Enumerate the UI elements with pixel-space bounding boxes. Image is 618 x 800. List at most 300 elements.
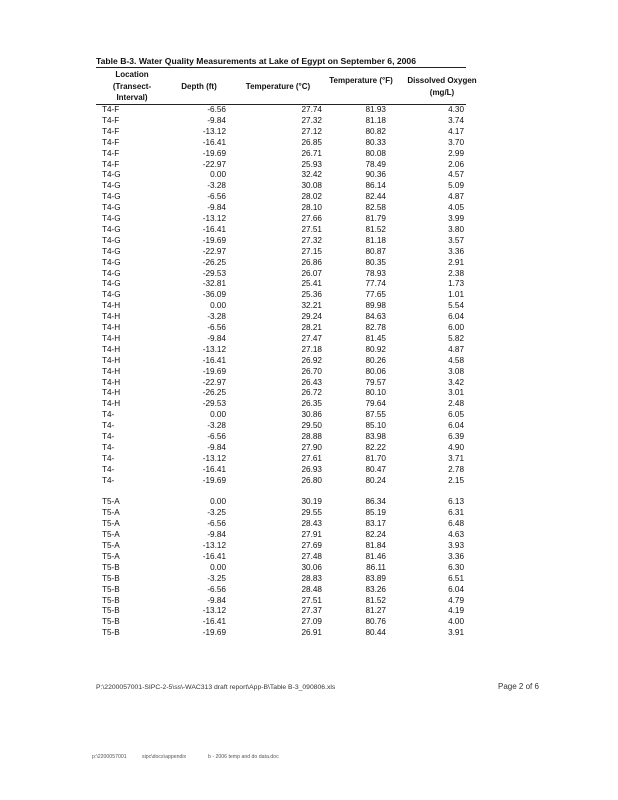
cell-depth: -6.56 xyxy=(207,584,226,594)
cell-temp-c: 27.32 xyxy=(301,115,322,125)
cell-temp-c: 28.21 xyxy=(301,323,322,332)
cell-dissolved-oxygen: 3.01 xyxy=(448,388,464,398)
cell-depth: -19.69 xyxy=(202,235,226,245)
cell-temp-f: 81.18 xyxy=(365,115,386,125)
cell-dissolved-oxygen: 3.08 xyxy=(448,366,464,376)
table-row xyxy=(0,530,618,540)
cell-temp-c: 28.02 xyxy=(301,192,322,202)
table-row xyxy=(0,269,618,279)
cell-temp-f: 85.10 xyxy=(365,421,386,431)
cell-location: T4-H xyxy=(102,323,121,332)
cell-location: T4-G xyxy=(102,214,121,223)
cell-dissolved-oxygen: 4.00 xyxy=(448,617,464,627)
cell-location: T4-G xyxy=(102,279,121,289)
cell-depth: -26.25 xyxy=(202,257,226,267)
table-row xyxy=(0,279,618,289)
cell-temp-f: 87.55 xyxy=(365,410,386,420)
cell-temp-c: 30.86 xyxy=(301,410,322,420)
cell-temp-c: 26.70 xyxy=(301,366,322,376)
table-row xyxy=(0,312,618,322)
cell-dissolved-oxygen: 4.87 xyxy=(448,344,464,354)
cell-dissolved-oxygen: 4.05 xyxy=(448,203,464,213)
cell-temp-c: 26.91 xyxy=(301,628,322,638)
table-row xyxy=(0,508,618,518)
cell-temp-c: 26.43 xyxy=(301,377,322,387)
cell-dissolved-oxygen: 5.82 xyxy=(448,333,464,343)
cell-temp-f: 80.10 xyxy=(365,388,386,398)
header-depth: Depth (ft) xyxy=(181,82,217,91)
cell-dissolved-oxygen: 3.57 xyxy=(448,235,464,245)
cell-temp-f: 80.82 xyxy=(365,126,386,136)
cell-dissolved-oxygen: 3.74 xyxy=(448,115,464,125)
cell-dissolved-oxygen: 6.04 xyxy=(448,312,464,322)
cell-location: T4-F xyxy=(102,148,120,158)
table-row xyxy=(0,541,618,551)
cell-temp-c: 28.10 xyxy=(301,203,322,213)
cell-temp-f: 80.44 xyxy=(365,628,386,638)
header-location xyxy=(104,69,160,104)
cell-depth: -13.12 xyxy=(202,453,226,463)
cell-depth: -22.97 xyxy=(202,246,226,256)
cell-temp-f: 82.58 xyxy=(365,203,386,213)
cell-location: T4-G xyxy=(102,268,121,278)
table-row xyxy=(0,334,618,344)
cell-location: T4-H xyxy=(102,388,121,398)
table-row xyxy=(0,465,618,475)
cell-depth: -19.69 xyxy=(202,628,226,638)
cell-temp-f: 86.11 xyxy=(366,562,386,572)
cell-location: T4-F xyxy=(102,126,120,136)
cell-temp-c: 32.42 xyxy=(301,170,322,180)
cell-location: T4-G xyxy=(102,246,121,256)
cell-temp-f: 80.35 xyxy=(365,257,386,267)
cell-dissolved-oxygen: 6.04 xyxy=(448,584,464,594)
cell-dissolved-oxygen: 5.09 xyxy=(448,181,464,191)
cell-temp-c: 25.41 xyxy=(301,279,322,289)
cell-location: T4-G xyxy=(102,235,121,245)
cell-depth: -3.25 xyxy=(207,508,226,518)
cell-dissolved-oxygen: 4.87 xyxy=(448,192,464,202)
cell-temp-f: 78.49 xyxy=(365,159,386,169)
cell-temp-c: 27.48 xyxy=(301,551,322,561)
cell-depth: -6.56 xyxy=(207,432,226,441)
cell-depth: -9.84 xyxy=(207,115,226,125)
cell-depth: -29.53 xyxy=(202,399,226,409)
cell-temp-f: 81.84 xyxy=(365,541,386,550)
table-row xyxy=(0,116,618,126)
cell-temp-f: 80.06 xyxy=(365,366,386,376)
cell-temp-c: 27.61 xyxy=(301,453,322,463)
table-row xyxy=(0,476,618,486)
cell-dissolved-oxygen: 2.91 xyxy=(448,257,464,267)
cell-depth: -22.97 xyxy=(202,377,226,387)
cell-location: T4-G xyxy=(102,181,121,191)
cell-temp-c: 32.21 xyxy=(301,301,322,311)
table-row xyxy=(0,519,618,529)
cell-depth: 0.00 xyxy=(210,497,226,507)
cell-dissolved-oxygen: 4.58 xyxy=(448,355,464,365)
cell-location: T5-B xyxy=(102,628,120,638)
cell-temp-f: 77.65 xyxy=(365,290,386,300)
cell-location: T4- xyxy=(102,475,115,485)
cell-temp-f: 81.93 xyxy=(365,105,386,114)
cell-location: T5-B xyxy=(102,584,120,594)
table-row xyxy=(0,203,618,213)
cell-temp-c: 26.35 xyxy=(301,399,322,409)
cell-dissolved-oxygen: 1.01 xyxy=(448,290,464,300)
cell-dissolved-oxygen: 3.99 xyxy=(448,214,464,223)
table-row xyxy=(0,432,618,442)
cell-depth: -3.28 xyxy=(207,312,226,322)
table-row xyxy=(0,181,618,191)
table-row xyxy=(0,399,618,409)
cell-depth: -3.28 xyxy=(207,181,226,191)
footer-page-number: Page 2 of 6 xyxy=(498,682,539,691)
cell-depth: -13.12 xyxy=(202,214,226,223)
title-rule xyxy=(96,67,466,68)
cell-depth: -26.25 xyxy=(202,388,226,398)
cell-temp-c: 25.36 xyxy=(301,290,322,300)
cell-dissolved-oxygen: 4.30 xyxy=(448,105,464,114)
cell-depth: -36.09 xyxy=(202,290,226,300)
cell-temp-c: 30.08 xyxy=(301,181,322,191)
cell-temp-f: 90.36 xyxy=(365,170,386,180)
cell-temp-c: 29.24 xyxy=(301,312,322,322)
cell-location: T4-H xyxy=(102,355,121,365)
cell-dissolved-oxygen: 6.04 xyxy=(448,421,464,431)
cell-location: T4- xyxy=(102,410,115,420)
table-row xyxy=(0,160,618,170)
cell-temp-c: 28.88 xyxy=(301,432,322,441)
cell-temp-c: 26.71 xyxy=(301,148,322,158)
cell-dissolved-oxygen: 3.42 xyxy=(448,377,464,387)
cell-location: T4-G xyxy=(102,192,121,202)
table-row xyxy=(0,443,618,453)
cell-dissolved-oxygen: 3.70 xyxy=(448,137,464,147)
table-row xyxy=(0,290,618,300)
cell-depth: -13.12 xyxy=(202,344,226,354)
cell-temp-f: 81.52 xyxy=(365,224,386,234)
cell-dissolved-oxygen: 4.57 xyxy=(448,170,464,180)
cell-temp-c: 27.69 xyxy=(301,541,322,550)
cell-temp-f: 80.92 xyxy=(365,344,386,354)
cell-dissolved-oxygen: 6.48 xyxy=(448,519,464,529)
cell-depth: -16.41 xyxy=(202,355,226,365)
table-row xyxy=(0,258,618,268)
cell-temp-f: 85.19 xyxy=(365,508,386,518)
cell-dissolved-oxygen: 6.30 xyxy=(448,562,464,572)
cell-temp-c: 26.80 xyxy=(301,475,322,485)
cell-location: T5-A xyxy=(102,519,120,529)
cell-depth: -9.84 xyxy=(207,530,226,540)
cell-depth: -13.12 xyxy=(202,126,226,136)
cell-temp-c: 26.93 xyxy=(301,464,322,474)
cell-depth: -9.84 xyxy=(207,442,226,452)
cell-dissolved-oxygen: 3.80 xyxy=(448,224,464,234)
cell-temp-f: 78.93 xyxy=(365,268,386,278)
table-row xyxy=(0,301,618,311)
cell-depth: -32.81 xyxy=(202,279,226,289)
cell-temp-c: 27.90 xyxy=(301,442,322,452)
cell-location: T4-G xyxy=(102,170,121,180)
cell-depth: 0.00 xyxy=(210,301,226,311)
cell-temp-c: 27.12 xyxy=(301,126,322,136)
table-row xyxy=(0,388,618,398)
table-row xyxy=(0,606,618,616)
cell-temp-c: 26.07 xyxy=(301,268,322,278)
cell-dissolved-oxygen: 3.36 xyxy=(448,246,464,256)
table-row xyxy=(0,105,618,115)
cell-dissolved-oxygen: 2.15 xyxy=(448,475,464,485)
cell-depth: -16.41 xyxy=(202,551,226,561)
cell-temp-c: 26.86 xyxy=(301,257,322,267)
cell-location: T4-H xyxy=(102,344,121,354)
cell-temp-f: 81.18 xyxy=(365,235,386,245)
cell-location: T5-B xyxy=(102,562,120,572)
cell-temp-f: 89.98 xyxy=(365,301,386,311)
cell-temp-f: 80.24 xyxy=(365,475,386,485)
table-row xyxy=(0,367,618,377)
cell-dissolved-oxygen: 2.78 xyxy=(448,464,464,474)
cell-location: T5-B xyxy=(102,617,120,627)
cell-dissolved-oxygen: 3.93 xyxy=(448,541,464,550)
cell-depth: -19.69 xyxy=(202,148,226,158)
cell-temp-f: 79.57 xyxy=(365,377,386,387)
table-row xyxy=(0,323,618,333)
cell-temp-f: 80.08 xyxy=(365,148,386,158)
cell-depth: -9.84 xyxy=(207,595,226,605)
cell-location: T5-A xyxy=(102,541,120,550)
header-location-label: Location (Transect-Interval) xyxy=(112,70,152,102)
bottom-meta-date: p:\2200057001 xyxy=(92,754,127,760)
cell-location: T4-H xyxy=(102,301,121,311)
cell-temp-c: 28.48 xyxy=(301,584,322,594)
cell-depth: -16.41 xyxy=(202,617,226,627)
table-row xyxy=(0,356,618,366)
table-row xyxy=(0,421,618,431)
cell-dissolved-oxygen: 6.51 xyxy=(448,573,464,583)
cell-depth: -16.41 xyxy=(202,464,226,474)
cell-temp-f: 86.14 xyxy=(365,181,386,191)
cell-temp-f: 80.26 xyxy=(365,355,386,365)
table-row xyxy=(0,596,618,606)
cell-location: T5-B xyxy=(102,573,120,583)
cell-temp-f: 83.17 xyxy=(365,519,386,529)
cell-temp-f: 80.87 xyxy=(365,246,386,256)
cell-location: T4-F xyxy=(102,105,120,114)
cell-temp-c: 27.37 xyxy=(301,606,322,616)
cell-depth: -16.41 xyxy=(202,137,226,147)
cell-temp-f: 81.79 xyxy=(365,214,386,223)
cell-location: T5-B xyxy=(102,606,120,616)
cell-temp-c: 26.72 xyxy=(301,388,322,398)
cell-temp-c: 29.55 xyxy=(301,508,322,518)
cell-dissolved-oxygen: 2.99 xyxy=(448,148,464,158)
cell-temp-f: 83.26 xyxy=(365,584,386,594)
bottom-meta-mid: sipc\docs\appendix xyxy=(142,754,187,760)
cell-dissolved-oxygen: 4.90 xyxy=(448,442,464,452)
cell-temp-c: 27.47 xyxy=(301,333,322,343)
cell-location: T4-H xyxy=(102,399,121,409)
cell-dissolved-oxygen: 3.36 xyxy=(448,551,464,561)
cell-temp-f: 80.33 xyxy=(365,137,386,147)
cell-depth: -16.41 xyxy=(202,224,226,234)
cell-temp-f: 81.70 xyxy=(365,453,386,463)
cell-temp-c: 30.06 xyxy=(301,562,322,572)
table-title: Table B-3. Water Quality Measurements at Lake of Egypt on September 6, 2006 xyxy=(96,56,416,66)
cell-temp-c: 27.51 xyxy=(301,224,322,234)
cell-temp-f: 80.47 xyxy=(365,464,386,474)
cell-temp-f: 79.64 xyxy=(365,399,386,409)
cell-dissolved-oxygen: 6.13 xyxy=(448,497,464,507)
table-row xyxy=(0,214,618,224)
cell-location: T4-F xyxy=(102,137,120,147)
cell-temp-f: 80.76 xyxy=(365,617,386,627)
cell-dissolved-oxygen: 6.05 xyxy=(448,410,464,420)
cell-temp-f: 81.45 xyxy=(365,333,386,343)
cell-location: T4-H xyxy=(102,333,121,343)
table-row xyxy=(0,345,618,355)
cell-dissolved-oxygen: 2.38 xyxy=(448,268,464,278)
table-row xyxy=(0,170,618,180)
table-row xyxy=(0,378,618,388)
cell-temp-c: 26.85 xyxy=(301,137,322,147)
cell-temp-c: 27.91 xyxy=(301,530,322,540)
cell-temp-f: 82.78 xyxy=(365,323,386,332)
cell-temp-f: 82.22 xyxy=(365,442,386,452)
cell-dissolved-oxygen: 4.17 xyxy=(448,126,464,136)
cell-location: T4-G xyxy=(102,224,121,234)
cell-location: T4-G xyxy=(102,257,121,267)
cell-dissolved-oxygen: 2.06 xyxy=(448,159,464,169)
cell-location: T4- xyxy=(102,464,115,474)
cell-location: T4-H xyxy=(102,366,121,376)
table-row xyxy=(0,138,618,148)
cell-depth: -6.56 xyxy=(207,105,226,114)
cell-depth: -3.28 xyxy=(207,421,226,431)
cell-temp-c: 28.43 xyxy=(301,519,322,529)
cell-temp-c: 29.50 xyxy=(301,421,322,431)
table-row xyxy=(0,563,618,573)
cell-temp-f: 81.27 xyxy=(365,606,386,616)
cell-location: T5-B xyxy=(102,595,120,605)
cell-depth: -19.69 xyxy=(202,366,226,376)
cell-depth: 0.00 xyxy=(210,170,226,180)
cell-dissolved-oxygen: 4.63 xyxy=(448,530,464,540)
cell-temp-c: 25.93 xyxy=(301,159,322,169)
cell-temp-f: 84.63 xyxy=(365,312,386,322)
cell-temp-f: 83.98 xyxy=(365,432,386,441)
cell-dissolved-oxygen: 3.91 xyxy=(448,628,464,638)
table-row xyxy=(0,628,618,638)
cell-location: T4-G xyxy=(102,290,121,300)
table-row xyxy=(0,410,618,420)
cell-depth: -9.84 xyxy=(207,203,226,213)
cell-dissolved-oxygen: 3.71 xyxy=(448,453,464,463)
cell-location: T5-A xyxy=(102,551,120,561)
cell-depth: -13.12 xyxy=(202,606,226,616)
header-dissolved-oxygen: Dissolved Oxygen (mg/L) xyxy=(407,76,477,97)
cell-temp-c: 27.66 xyxy=(301,214,322,223)
cell-location: T4-H xyxy=(102,377,121,387)
cell-depth: -29.53 xyxy=(202,268,226,278)
cell-depth: -22.97 xyxy=(202,159,226,169)
cell-depth: 0.00 xyxy=(210,562,226,572)
cell-depth: -6.56 xyxy=(207,323,226,332)
cell-depth: -6.56 xyxy=(207,192,226,202)
table-row xyxy=(0,149,618,159)
cell-temp-f: 82.44 xyxy=(365,192,386,202)
cell-temp-f: 86.34 xyxy=(365,497,386,507)
cell-temp-c: 30.19 xyxy=(301,497,322,507)
cell-temp-c: 27.74 xyxy=(301,105,322,114)
table-row xyxy=(0,225,618,235)
bottom-meta-right: b - 2006 temp and do data.doc xyxy=(208,754,279,760)
cell-location: T5-A xyxy=(102,497,120,507)
cell-depth: -3.25 xyxy=(207,573,226,583)
cell-temp-c: 28.83 xyxy=(301,573,322,583)
footer-file-path: P:\2200057001-SIPC-2-5\ss\-WAC313 draft report\App-B\Table B-3_090806.xls xyxy=(96,684,336,691)
cell-depth: 0.00 xyxy=(210,410,226,420)
table-row xyxy=(0,552,618,562)
cell-location: T4-H xyxy=(102,312,121,322)
header-temp-c: Temperature (°C) xyxy=(245,82,311,91)
cell-temp-c: 26.92 xyxy=(301,355,322,365)
cell-depth: -9.84 xyxy=(207,333,226,343)
cell-temp-f: 81.46 xyxy=(365,551,386,561)
cell-dissolved-oxygen: 1.73 xyxy=(448,279,464,289)
cell-dissolved-oxygen: 6.39 xyxy=(448,432,464,441)
cell-location: T4- xyxy=(102,453,115,463)
header-temp-f: Temperature (°F) xyxy=(329,76,393,85)
cell-temp-c: 27.15 xyxy=(301,246,322,256)
table-row xyxy=(0,192,618,202)
table-row xyxy=(0,487,618,497)
cell-location: T4-F xyxy=(102,159,120,169)
cell-location: T4- xyxy=(102,442,115,452)
cell-temp-f: 83.89 xyxy=(365,573,386,583)
cell-temp-f: 77.74 xyxy=(365,279,386,289)
cell-dissolved-oxygen: 6.31 xyxy=(448,508,464,518)
cell-location: T5-A xyxy=(102,508,120,518)
cell-dissolved-oxygen: 4.79 xyxy=(448,595,464,605)
table-row xyxy=(0,247,618,257)
cell-depth: -6.56 xyxy=(207,519,226,529)
cell-temp-c: 27.32 xyxy=(301,235,322,245)
cell-dissolved-oxygen: 6.00 xyxy=(448,323,464,332)
cell-depth: -19.69 xyxy=(202,475,226,485)
table-row xyxy=(0,497,618,507)
cell-depth: -13.12 xyxy=(202,541,226,550)
table-row xyxy=(0,236,618,246)
cell-temp-c: 27.18 xyxy=(301,344,322,354)
table-row xyxy=(0,127,618,137)
cell-location: T4-G xyxy=(102,203,121,213)
cell-location: T4- xyxy=(102,421,115,431)
table-row xyxy=(0,617,618,627)
cell-temp-f: 82.24 xyxy=(365,530,386,540)
cell-dissolved-oxygen: 5.54 xyxy=(448,301,464,311)
cell-location: T4-F xyxy=(102,115,120,125)
cell-dissolved-oxygen: 4.19 xyxy=(448,606,464,616)
cell-temp-f: 81.52 xyxy=(365,595,386,605)
cell-temp-c: 27.09 xyxy=(301,617,322,627)
table-row xyxy=(0,585,618,595)
cell-location: T5-A xyxy=(102,530,120,540)
cell-location: T4- xyxy=(102,432,115,441)
cell-temp-c: 27.51 xyxy=(301,595,322,605)
cell-dissolved-oxygen: 2.48 xyxy=(448,399,464,409)
